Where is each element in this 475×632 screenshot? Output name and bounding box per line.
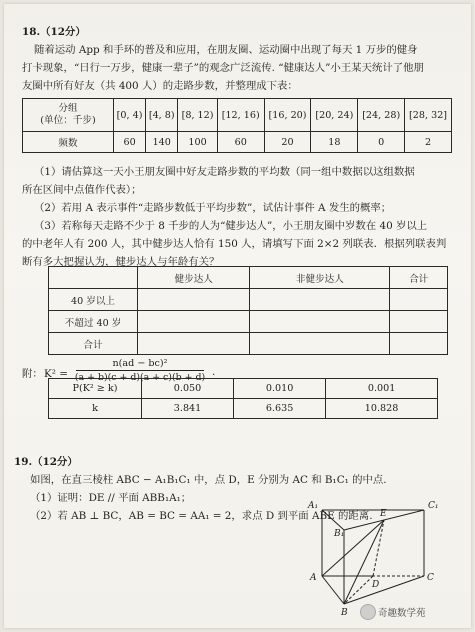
table-row bbox=[49, 333, 448, 355]
table-cell: 140 bbox=[146, 132, 178, 153]
table-cell bbox=[138, 311, 250, 333]
table-header-cell: 40 岁以上 bbox=[49, 289, 138, 311]
table-cell: 20 bbox=[264, 132, 311, 153]
table-cell: 0.001 bbox=[326, 379, 438, 399]
q18-part2: （2）若用 A 表示事件“走路步数低于平均步数”，试估计事件 A 发生的概率； bbox=[34, 202, 392, 214]
label-b: B bbox=[341, 608, 348, 618]
table-row bbox=[23, 99, 452, 132]
segment-ae bbox=[322, 520, 384, 576]
table-cell: [8, 12) bbox=[178, 99, 217, 132]
q18-part1-line-1: （1）请估算这一天小王朋友圈中好友走路步数的平均数（同一组中数据以这组数据 bbox=[34, 166, 415, 178]
label-e: E bbox=[380, 509, 387, 519]
label-d: D bbox=[372, 580, 380, 590]
table-cell: [0, 4) bbox=[114, 99, 146, 132]
contingency-table bbox=[48, 266, 448, 355]
table-header-cell: 非健步达人 bbox=[250, 267, 390, 289]
table-cell: 3.841 bbox=[142, 399, 234, 419]
table-cell: [20, 24) bbox=[311, 99, 358, 132]
table-cell: 60 bbox=[217, 132, 264, 153]
q19-stem: 如图，在直三棱柱 ABC − A₁B₁C₁ 中，点 D，E 分别为 AC 和 B₁C₁ 的中点. bbox=[30, 474, 387, 486]
table-cell bbox=[250, 333, 390, 355]
q18-intro-line-1: 随着运动 App 和手环的普及和应用，在朋友圈、运动圈中出现了每天 1 万步的健身 bbox=[34, 44, 418, 56]
frequency-table bbox=[22, 98, 452, 153]
wechat-icon bbox=[360, 604, 376, 620]
table-cell bbox=[138, 333, 250, 355]
table-cell bbox=[390, 333, 448, 355]
exam-page bbox=[4, 4, 471, 628]
label-c: C bbox=[427, 573, 434, 583]
table-cell bbox=[138, 289, 250, 311]
segment-be bbox=[344, 520, 384, 604]
q18-part3-line-3: 断有多大把握认为，健步达人与年龄有关？ bbox=[22, 256, 220, 268]
table-header-cell: 合计 bbox=[49, 333, 138, 355]
table-row bbox=[49, 267, 448, 289]
edge-ab bbox=[322, 576, 344, 604]
table-row bbox=[49, 379, 438, 399]
table-header-cell bbox=[49, 267, 138, 289]
table-header-cell: 频数 bbox=[23, 132, 114, 153]
table-header-cell: 健步达人 bbox=[138, 267, 250, 289]
table-cell: 100 bbox=[178, 132, 217, 153]
table-cell bbox=[390, 311, 448, 333]
table-cell: 10.828 bbox=[326, 399, 438, 419]
table-cell bbox=[390, 289, 448, 311]
formula-k2: K² = bbox=[44, 368, 68, 380]
fraction-bar bbox=[76, 370, 204, 371]
table-cell: [12, 16) bbox=[217, 99, 264, 132]
table-header-cell: P(K² ≥ k) bbox=[49, 379, 142, 399]
table-cell bbox=[250, 289, 390, 311]
table-cell: 6.635 bbox=[234, 399, 326, 419]
critical-value-table bbox=[48, 378, 438, 419]
table-header-cell: 分组 (单位：千步) bbox=[23, 99, 114, 132]
segment-bd-hidden bbox=[344, 576, 373, 604]
q18-intro-line-2: 打卡现象，“日行一万步，健康一辈子”的观念广泛流传. “健康达人”小王某天统计了他朋 bbox=[22, 62, 424, 74]
edge-a1b1 bbox=[322, 510, 344, 530]
label-b1: B₁ bbox=[334, 529, 345, 539]
label-a: A bbox=[310, 573, 317, 583]
q18-part3-line-2: 的中老年人有 200 人，其中健步达人恰有 150 人，请填写下面 2×2 列联表．根据列联表判 bbox=[22, 238, 447, 250]
label-c1: C₁ bbox=[428, 501, 439, 511]
table-cell bbox=[250, 311, 390, 333]
watermark-text: 奇趣数学苑 bbox=[378, 608, 426, 619]
table-cell: [24, 28) bbox=[358, 99, 405, 132]
label-a1: A₁ bbox=[308, 501, 319, 511]
table-cell: [4, 8) bbox=[146, 99, 178, 132]
table-cell: 0.010 bbox=[234, 379, 326, 399]
q19-header: 19.（12分） bbox=[14, 456, 78, 468]
edge-bc bbox=[344, 576, 424, 604]
table-header-cell: 不超过 40 岁 bbox=[49, 311, 138, 333]
table-cell: [16, 20) bbox=[264, 99, 311, 132]
table-header-cell: k bbox=[49, 399, 142, 419]
table-cell: [28, 32] bbox=[405, 99, 452, 132]
q18-header: 18.（12分） bbox=[22, 26, 86, 38]
q18-part1-line-2: 所在区间中点值作代表）； bbox=[22, 184, 142, 196]
table-cell: 60 bbox=[114, 132, 146, 153]
q18-intro-line-3: 友圈中所有好友（共 400 人）的走路步数，并整理成下表： bbox=[22, 80, 298, 92]
table-row bbox=[49, 289, 448, 311]
table-cell: 0.050 bbox=[142, 379, 234, 399]
q18-part3-line-1: （3）若称每天走路不少于 8 千步的人为“健步达人”，小王朋友圈中岁数在 40 岁以上 bbox=[34, 220, 428, 232]
table-cell: 2 bbox=[405, 132, 452, 153]
q19-part2: （2）若 AB ⊥ BC，AB = BC = AA₁ = 2，求点 D 到平面 ABE 的距离. bbox=[30, 510, 373, 522]
q19-part1: （1）证明：DE // 平面 ABB₁A₁； bbox=[30, 492, 192, 504]
prism-figure bbox=[304, 496, 454, 618]
table-row bbox=[49, 399, 438, 419]
table-cell: 18 bbox=[311, 132, 358, 153]
formula-denominator: (a + b)(c + d)(a + c)(b + d) bbox=[74, 372, 206, 383]
table-row bbox=[49, 311, 448, 333]
table-cell: 0 bbox=[358, 132, 405, 153]
formula-numerator: n(ad − bc)² bbox=[112, 358, 168, 369]
table-row bbox=[23, 132, 452, 153]
table-header-cell: 合计 bbox=[390, 267, 448, 289]
formula-prefix: 附： bbox=[22, 368, 43, 380]
formula-suffix: . bbox=[212, 366, 216, 378]
